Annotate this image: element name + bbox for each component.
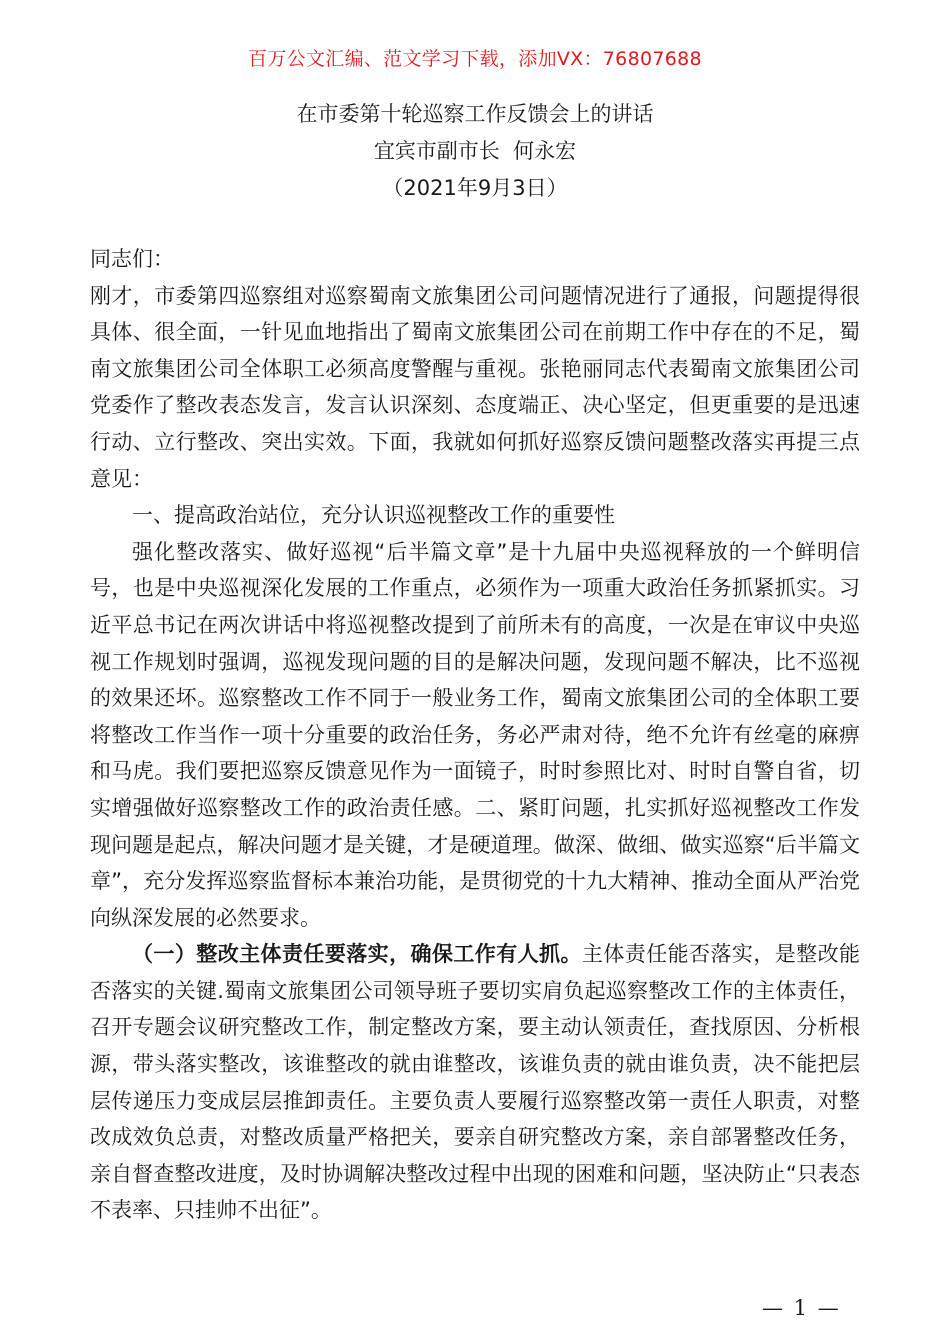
page-number: — 1 — [762,1296,841,1320]
promo-banner: 百万公文汇编、范文学习下载，添加VX：76807688 [248,48,702,70]
title-block [0,96,950,207]
subsection-heading-1: （一）整改主体责任要落实，确保工作有人抓。 [132,942,582,967]
speaker-line: 宜宾市副市长 何永宏 [373,139,577,163]
paragraph-intro: 刚才，市委第四巡察组对巡察蜀南文旅集团公司问题情况进行了通报，问题提得很具体、很全面，一针见血地指出了蜀南文旅集团公司在前期工作中存在的不足，蜀南文旅集团公司全体职工必须高度警醒与重视。张艳丽同志代表蜀南文旅集团公司党委作了整改表态发言，发言认识深刻、态度端正、决心坚定，但更重要的是迅速行动、立行整改、突出实效。下面，我就如何抓好巡察反馈问题整改落实再提三点意见： [90,283,860,491]
salutation: 同志们： [90,247,174,271]
paragraph-responsibility [90,936,860,1229]
document-title: 在市委第十轮巡察工作反馈会上的讲话 [296,102,654,126]
date-line: （2021年9月3日） [382,176,568,200]
body-text [90,241,860,1229]
section-heading-1: 一、提高政治站位，充分认识巡视整改工作的重要性 [132,503,615,528]
subsection-body-1: 主体责任能否落实，是整改能否落实的关键.蜀南文旅集团公司领导班子要切实肩负起巡察整改工作的主体责任，召开专题会议研究整改工作，制定整改方案，要主动认领责任，查找原因、分析根源，带头落实整改，该谁整改的就由谁整改，该谁负责的就由谁负责，决不能把层层传递压力变成层层推卸责任。主要负责人要履行巡察整改第一责任人职责，对整改成效负总责，对整改质量严格把关，要亲自研究整改方案，亲自部署整改任务，亲自督查整改进度，及时协调解决整改过程中出现的困难和问题，坚决防止“只表态不表率、只挂帅不出征”。 [90,942,861,1223]
paragraph-importance: 强化整改落实、做好巡视“后半篇文章”是十九届中央巡视释放的一个鲜明信号，也是中央巡视深化发展的工作重点，必须作为一项重大政治任务抓紧抓实。习近平总书记在两次讲话中将巡视整改提到了前所未有的高度，一次是在审议中央巡视工作规划时强调，巡视发现问题的目的是解决问题，发现问题不解决，比不巡视的效果还坏。巡察整改工作不同于一般业务工作，蜀南文旅集团公司的全体职工要将整改工作当作一项十分重要的政治任务，务必严肃对待，绝不允许有丝毫的麻痹和马虎。我们要把巡察反馈意见作为一面镜子，时时参照比对、时时自警自省，切实增强做好巡察整改工作的政治责任感。二、紧盯问题，扎实抓好巡视整改工作发现问题是起点，解决问题才是关键，才是硬道理。做深、做细、做实巡察“后半篇文章”，充分发挥巡察监督标本兼治功能，是贯彻党的十九大精神、推动全面从严治党向纵深发展的必然要求。 [90,539,860,930]
